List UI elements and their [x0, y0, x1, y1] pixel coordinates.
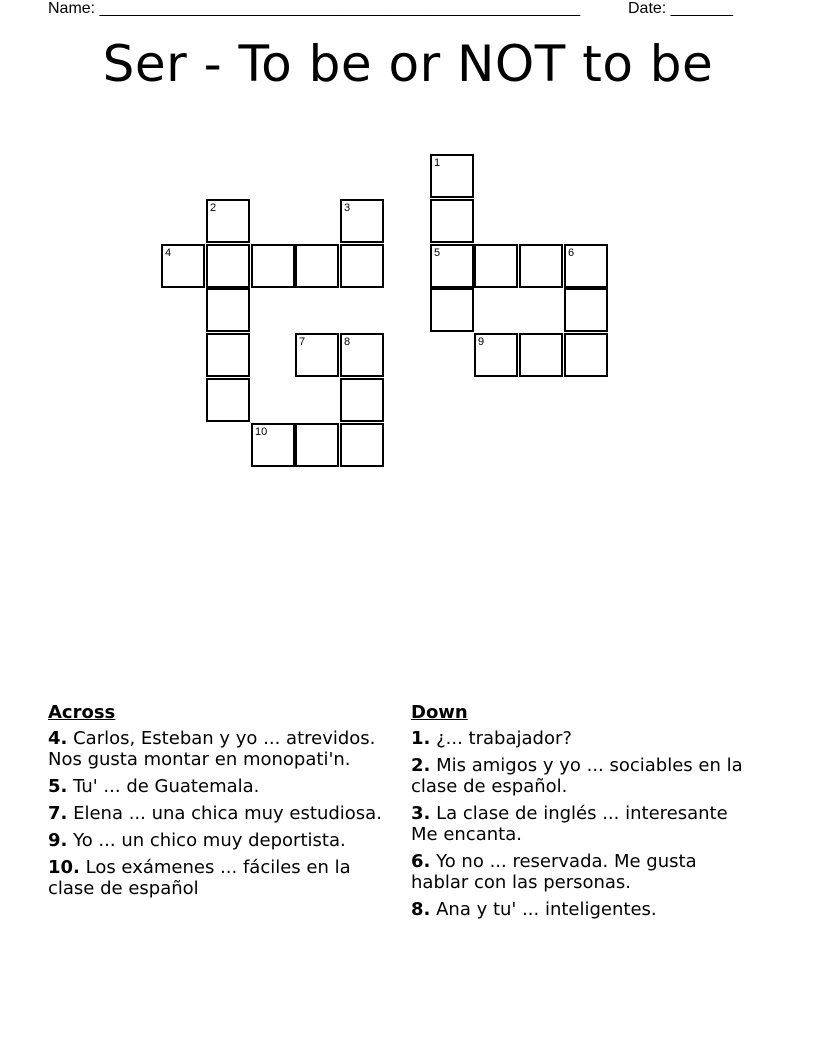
- grid-cell[interactable]: [430, 244, 474, 288]
- clue-item: [48, 857, 388, 899]
- grid-cell[interactable]: [251, 423, 295, 467]
- clue-item: [48, 776, 388, 797]
- crossword-grid: [0, 0, 816, 520]
- clue-text: ¿... trabajador?: [430, 728, 572, 749]
- down-heading: Down: [411, 702, 468, 723]
- clue-number: 7: [299, 336, 306, 348]
- clue-number: 1: [434, 157, 441, 169]
- clue-number: 4: [165, 247, 172, 259]
- grid-cell[interactable]: [206, 378, 250, 422]
- clue-number: 9: [478, 336, 485, 348]
- grid-cell[interactable]: [295, 244, 339, 288]
- clue-item: [411, 899, 751, 920]
- clue-num: 4.: [48, 728, 68, 749]
- clue-number: 2: [210, 202, 217, 214]
- grid-cell[interactable]: [206, 199, 250, 243]
- clue-num: 2.: [411, 755, 431, 776]
- clue-text: Ana y tu' ... inteligentes.: [430, 899, 657, 920]
- clue-text: Yo no ... reservada. Me gusta hablar con las personas.: [411, 851, 697, 893]
- clue-item: [411, 851, 751, 893]
- grid-cell[interactable]: [206, 333, 250, 377]
- clue-item: [48, 728, 388, 770]
- grid-cell[interactable]: [564, 333, 608, 377]
- grid-cell[interactable]: [564, 288, 608, 332]
- clue-num: 8.: [411, 899, 431, 920]
- clue-text: Carlos, Esteban y yo ... atrevidos. Nos gusta montar en monopati'n.: [48, 728, 376, 770]
- grid-cell[interactable]: [430, 199, 474, 243]
- clue-number: 8: [344, 336, 351, 348]
- down-clues: [411, 702, 751, 926]
- clue-text: Elena ... una chica muy estudiosa.: [67, 803, 382, 824]
- clue-item: [411, 803, 751, 845]
- grid-cell[interactable]: [295, 423, 339, 467]
- date-field-label: Date: _______: [628, 0, 733, 17]
- grid-cell[interactable]: [295, 333, 339, 377]
- grid-cell[interactable]: [519, 244, 563, 288]
- clue-text: Mis amigos y yo ... sociables en la clase de español.: [411, 755, 743, 797]
- clue-num: 3.: [411, 803, 431, 824]
- clue-number: 3: [344, 202, 351, 214]
- grid-cell[interactable]: [206, 288, 250, 332]
- clue-item: [411, 728, 751, 749]
- grid-cell[interactable]: [340, 333, 384, 377]
- clue-num: 10.: [48, 857, 80, 878]
- clue-number: 10: [255, 426, 268, 438]
- grid-cell[interactable]: [519, 333, 563, 377]
- clue-number: 5: [434, 247, 441, 259]
- clue-num: 7.: [48, 803, 68, 824]
- grid-cell[interactable]: [474, 333, 518, 377]
- clue-num: 9.: [48, 830, 68, 851]
- grid-cell[interactable]: [340, 244, 384, 288]
- grid-cell[interactable]: [340, 378, 384, 422]
- clue-text: Tu' ... de Guatemala.: [67, 776, 260, 797]
- clue-num: 5.: [48, 776, 68, 797]
- grid-cell[interactable]: [430, 154, 474, 198]
- clue-num: 6.: [411, 851, 431, 872]
- clue-text: La clase de inglés ... interesante Me encanta.: [411, 803, 728, 845]
- grid-cell[interactable]: [161, 244, 205, 288]
- grid-cell[interactable]: [340, 423, 384, 467]
- grid-cell[interactable]: [340, 199, 384, 243]
- grid-cell[interactable]: [564, 244, 608, 288]
- clue-item: [48, 803, 388, 824]
- clue-number: 6: [568, 247, 575, 259]
- grid-cell[interactable]: [474, 244, 518, 288]
- clue-item: [411, 755, 751, 797]
- across-clues: [48, 702, 388, 905]
- grid-cell[interactable]: [206, 244, 250, 288]
- clue-text: Los exámenes ... fáciles en la clase de español: [48, 857, 351, 899]
- name-field-label: Name: ______________________________________________________: [48, 0, 581, 17]
- clue-num: 1.: [411, 728, 431, 749]
- grid-cell[interactable]: [430, 288, 474, 332]
- across-heading: Across: [48, 702, 116, 723]
- page-title: Ser - To be or NOT to be: [102, 35, 714, 93]
- clue-item: [48, 830, 388, 851]
- clue-text: Yo ... un chico muy deportista.: [67, 830, 346, 851]
- grid-cell[interactable]: [251, 244, 295, 288]
